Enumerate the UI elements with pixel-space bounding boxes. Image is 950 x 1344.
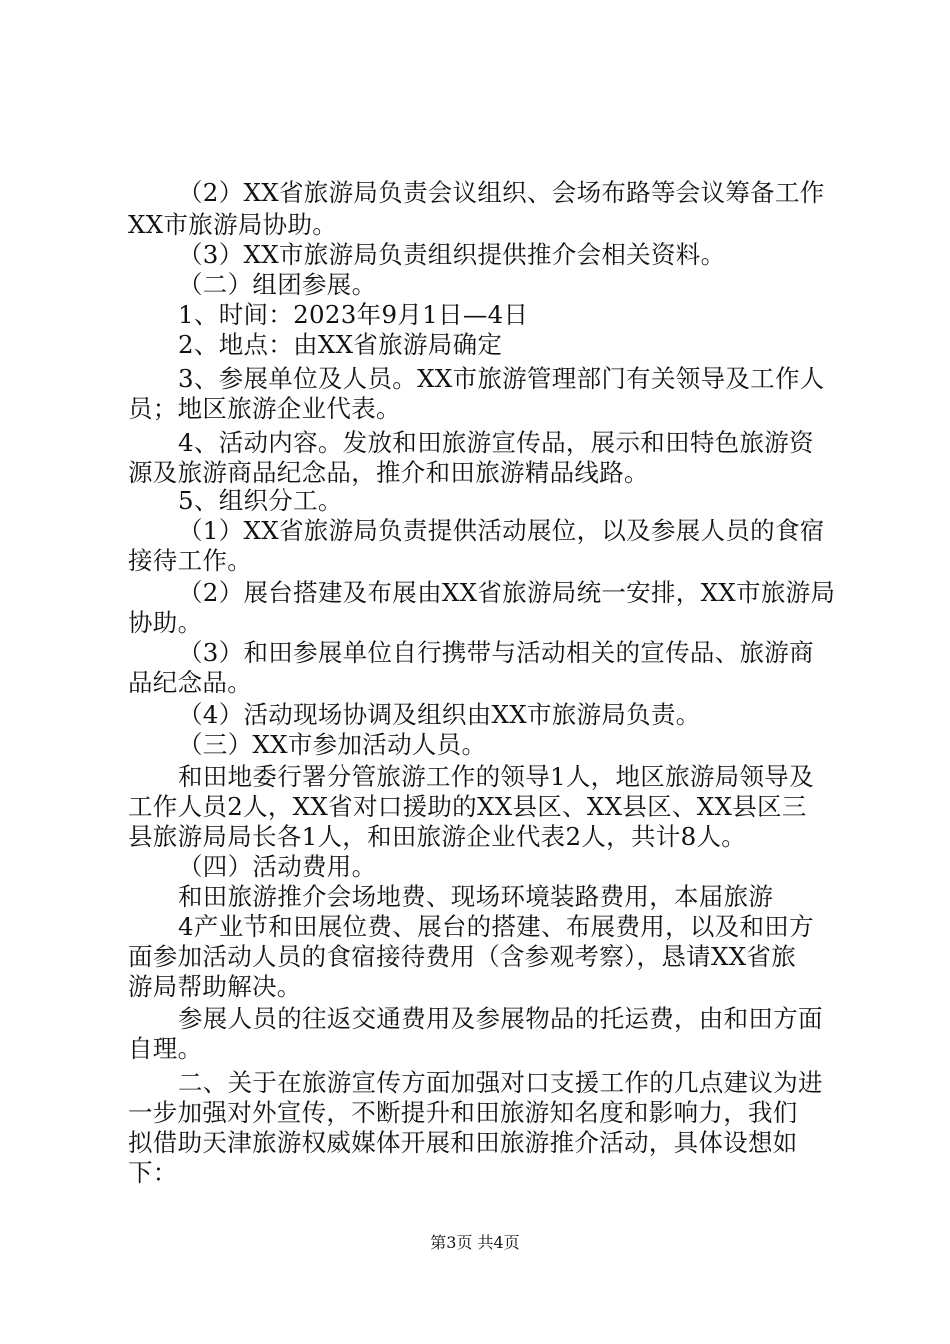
text-line: 二、关于在旅游宣传方面加强对口支援工作的几点建议为进 <box>178 1068 823 1097</box>
text-line: （2）展台搭建及布展由XX省旅游局统一安排，XX市旅游局 <box>178 578 836 607</box>
text-line: 员；地区旅游企业代表。 <box>128 394 401 423</box>
text-line: 2、地点：由XX省旅游局确定 <box>178 330 503 359</box>
text-line: 参展人员的往返交通费用及参展物品的托运费，由和田方面 <box>178 1004 823 1033</box>
text-line: 和田地委行署分管旅游工作的领导1人，地区旅游局领导及 <box>178 762 814 791</box>
text-line: 4产业节和田展位费、展台的搭建、布展费用，以及和田方 <box>178 912 814 941</box>
text-line: （四）活动费用。 <box>178 852 377 881</box>
text-line: 和田旅游推介会场地费、现场环境装路费用，本届旅游 <box>178 882 774 911</box>
text-line: 一步加强对外宣传，不断提升和田旅游知名度和影响力，我们 <box>128 1098 798 1127</box>
text-line: （4）活动现场协调及组织由XX市旅游局负责。 <box>178 700 701 729</box>
text-line: 面参加活动人员的食宿接待费用（含参观考察），恳请XX省旅 <box>128 942 797 971</box>
text-line: 接待工作。 <box>128 546 252 575</box>
text-line: 3、参展单位及人员。XX市旅游管理部门有关领导及工作人 <box>178 364 825 393</box>
text-line: 拟借助天津旅游权威媒体开展和田旅游推介活动，具体设想如 <box>128 1128 798 1157</box>
text-line: 县旅游局局长各1人，和田旅游企业代表2人，共计8人。 <box>128 822 747 851</box>
text-line: 工作人员2人，XX省对口援助的XX县区、XX县区、XX县区三 <box>128 792 807 821</box>
text-line: 下： <box>128 1158 178 1187</box>
text-line: 游局帮助解决。 <box>128 972 302 1001</box>
text-line: 品纪念品。 <box>128 668 252 697</box>
text-line: （3）XX市旅游局负责组织提供推介会相关资料。 <box>178 240 726 269</box>
text-line: 自理。 <box>128 1034 203 1063</box>
text-line: 1、时间：2023年9月1日—4日 <box>178 300 529 329</box>
text-line: （三）XX市参加活动人员。 <box>178 730 487 759</box>
text-line: 5、组织分工。 <box>178 486 343 515</box>
text-line: 4、活动内容。发放和田旅游宣传品，展示和田特色旅游资 <box>178 428 814 457</box>
page-number-footer: 第3页 共4页 <box>430 1233 520 1252</box>
text-line: 协助。 <box>128 608 203 637</box>
text-line: （2）XX省旅游局负责会议组织、会场布路等会议筹备工作 <box>178 178 825 207</box>
text-line: （1）XX省旅游局负责提供活动展位，以及参展人员的食宿 <box>178 516 825 545</box>
text-line: （3）和田参展单位自行携带与活动相关的宣传品、旅游商 <box>178 638 814 667</box>
text-line: XX市旅游局协助。 <box>128 210 338 239</box>
text-line: 源及旅游商品纪念品，推介和田旅游精品线路。 <box>128 458 649 487</box>
text-line: （二）组团参展。 <box>178 270 377 299</box>
